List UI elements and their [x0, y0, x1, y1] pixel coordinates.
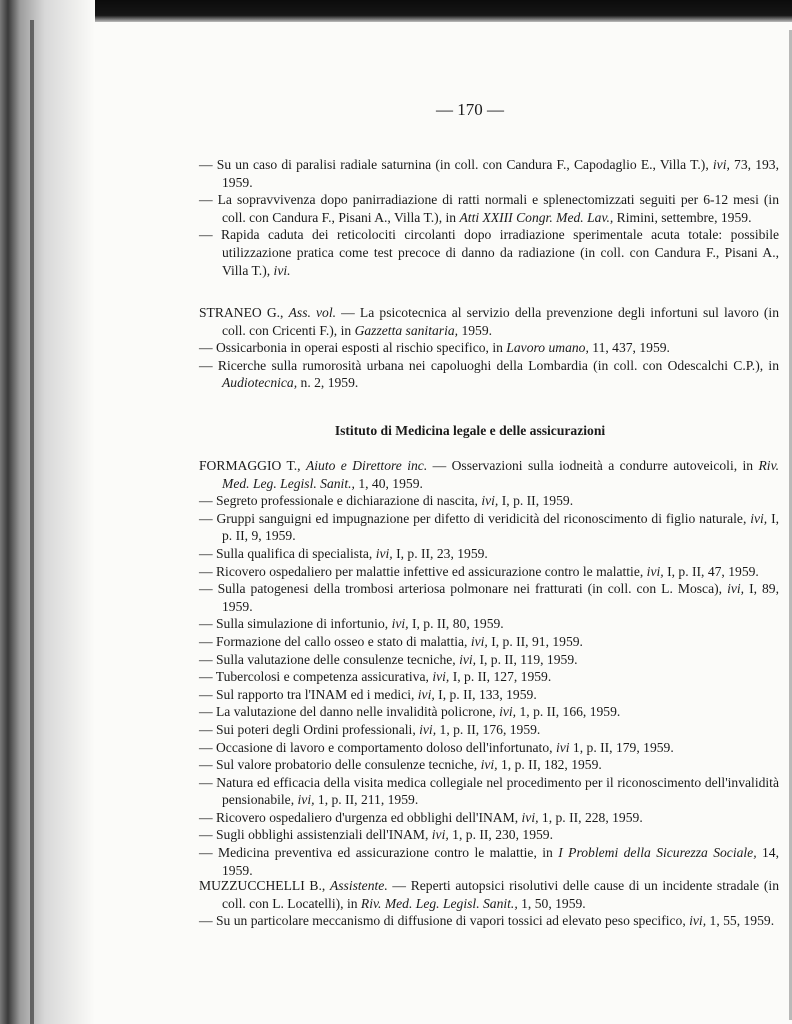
citation-italic-text: ivi,	[375, 545, 393, 561]
bibliography-entry	[199, 226, 779, 279]
bibliography-entry	[199, 912, 779, 930]
citation-text: — La sopravvivenza dopo panirradiazione di ratti normali e splenectomizzati seguiti per 6-12 mesi (in coll. con Candura F., Pisani A., Villa T.), in	[199, 192, 779, 225]
citation-italic-text: Atti XXIII Congr. Med. Lav.,	[459, 209, 614, 225]
bibliography-entry	[199, 721, 779, 739]
citation-text: — Su un particolare meccanismo di diffusione di vapori tossici ad elevato peso specifico,	[199, 913, 690, 929]
bibliography-entry	[199, 774, 779, 809]
citation-text: 11, 437, 1959.	[588, 340, 670, 356]
citation-italic-text: ivi,	[689, 913, 707, 929]
citation-text: — Sulla simulazione di infortunio,	[199, 616, 392, 632]
citation-text: n. 2, 1959.	[297, 375, 359, 391]
citation-text: — Ossicarbonia in operai esposti al rischio specifico, in	[199, 340, 507, 356]
citation-italic-text: ivi,	[727, 581, 745, 597]
citation-italic-text: ivi,	[712, 157, 730, 172]
citation-italic-text: ivi,	[459, 651, 477, 667]
citation-text: 14, 1959.	[222, 845, 779, 878]
citation-italic-text: Audiotecnica,	[222, 375, 298, 391]
citation-text: 1, p. II, 166, 1959.	[516, 704, 621, 720]
page-number: — 170 —	[436, 100, 504, 119]
citation-italic-text: Gazzetta sanitaria,	[354, 322, 459, 338]
citation-text: 1, 40, 1959.	[354, 475, 423, 491]
citation-italic-text: Lavoro umano,	[506, 340, 589, 356]
bibliography-entry	[199, 304, 779, 339]
citation-text: — Sui poteri degli Ordini professionali,	[199, 721, 420, 737]
citation-text: — Sulla qualifica di specialista,	[199, 545, 376, 561]
citation-text: I, p. II, 91, 1959.	[487, 633, 583, 649]
citation-italic-text: ivi,	[391, 616, 409, 632]
bibliography-entry	[199, 357, 779, 392]
citation-italic-text: ivi,	[646, 563, 664, 579]
citation-text: — Rapida caduta dei reticolociti circolanti dopo irradiazione sperimentale acuta totale: possibile utilizzazione pratica come test precoce di danno da radiazione (in coll. con Candura F., Pisani A., Villa T.),	[199, 227, 779, 278]
citation-italic-text: ivi,	[432, 669, 450, 685]
citation-italic-text: ivi,	[470, 633, 488, 649]
bibliography-entry	[199, 686, 779, 704]
citation-text: — Segreto professionale e dichiarazione di nascita,	[199, 493, 482, 509]
citation-italic-text: ivi,	[750, 510, 768, 526]
citation-text: — Sul valore probatorio delle consulenze tecniche,	[199, 757, 481, 773]
bibliography-group-formaggio	[199, 457, 779, 879]
citation-text: I, p. II, 133, 1959.	[434, 686, 537, 702]
citation-text: — La valutazione del danno nelle invalidità policrone,	[199, 704, 500, 720]
citation-italic-text: ivi,	[417, 686, 435, 702]
bibliography-entry	[199, 739, 779, 757]
bibliography-entry	[199, 492, 779, 510]
citation-italic-text: ivi,	[499, 704, 517, 720]
citation-text: 1959.	[458, 322, 493, 338]
bibliography-entry	[199, 545, 779, 563]
citation-italic-text: Riv. Med. Leg. Legisl. Sanit.,	[360, 895, 518, 911]
citation-text: — Ricovero ospedaliero d'urgenza ed obblighi dell'INAM,	[199, 809, 522, 825]
citation-text: — Ricerche sulla rumorosità urbana nei capoluoghi della Lombardia (in coll. con Odescalchi C.P.), in	[199, 357, 779, 373]
citation-text: I, p. II, 119, 1959.	[476, 651, 578, 667]
citation-italic-text: ivi,	[480, 757, 498, 773]
citation-text: 1, p. II, 179, 1959.	[569, 739, 674, 755]
citation-text: 1, p. II, 228, 1959.	[538, 809, 643, 825]
citation-text: — Sugli obblighi assistenziali dell'INAM,	[199, 827, 432, 843]
bibliography-entry	[199, 703, 779, 721]
bibliography-group-muzzucchelli	[199, 877, 779, 930]
citation-text: — Gruppi sanguigni ed impugnazione per difetto di veridicità del riconoscimento di figlio naturale,	[199, 510, 751, 526]
citation-text: 1, 50, 1959.	[517, 895, 586, 911]
citation-italic-text: ivi,	[297, 792, 315, 808]
citation-text: — Ricovero ospedaliero per malattie infettive ed assicurazione contro le malattie,	[199, 563, 647, 579]
citation-italic-text: ivi	[555, 739, 570, 755]
citation-text: 73, 193, 1959.	[222, 157, 779, 190]
citation-text: STRANEO G.,	[199, 305, 289, 320]
bibliography-entry	[199, 633, 779, 651]
citation-text: — Sulla patogenesi della trombosi arteriosa polmonare nei fratturati (in coll. con L. Mosca),	[199, 581, 728, 597]
citation-text: — Su un caso di paralisi radiale saturnina (in coll. con Candura F., Capodaglio E., Villa T.),	[199, 157, 713, 172]
citation-text: I, p. II, 80, 1959.	[408, 616, 504, 632]
citation-text: FORMAGGIO T.,	[199, 458, 306, 473]
bibliography-entry	[199, 457, 779, 492]
bibliography-entry	[199, 756, 779, 774]
citation-text: — Tubercolosi e competenza assicurativa,	[199, 669, 433, 685]
citation-text: I, p. II, 1959.	[498, 493, 574, 509]
bibliography-entry	[199, 668, 779, 686]
bibliography-entry	[199, 877, 779, 912]
bibliography-entry	[199, 809, 779, 827]
bibliography-group-straneo	[199, 304, 779, 392]
citation-text: I, p. II, 47, 1959.	[663, 563, 759, 579]
citation-text: 1, p. II, 176, 1959.	[436, 721, 541, 737]
citation-text: I, p. II, 127, 1959.	[449, 669, 552, 685]
citation-italic-text: ivi,	[431, 827, 449, 843]
citation-text: MUZZUCCHELLI B.,	[199, 878, 330, 893]
section-heading: Istituto di Medicina legale e delle assicurazioni	[334, 423, 606, 438]
citation-italic-text: Aiuto e Direttore inc.	[305, 458, 428, 473]
citation-text: — Reperti autopsici risolutivi delle cause di un incidente stradale (in coll. con L. Locatelli), in	[222, 878, 779, 911]
bibliography-entry	[199, 339, 779, 357]
citation-italic-text: ivi,	[419, 721, 437, 737]
citation-text: I, p. II, 9, 1959.	[222, 510, 779, 544]
citation-text: 1, 55, 1959.	[706, 913, 775, 929]
bibliography-entry	[199, 191, 779, 226]
citation-italic-text: ivi.	[273, 262, 291, 278]
bibliography-entry	[199, 510, 779, 545]
citation-text: I, p. II, 23, 1959.	[392, 545, 488, 561]
citation-text: 1, p. II, 230, 1959.	[448, 827, 553, 843]
bibliography-entry	[199, 615, 779, 633]
bibliography-entry	[199, 156, 779, 191]
citation-text: — Sulla valutazione delle consulenze tecniche,	[199, 651, 460, 667]
bibliography-entry	[199, 826, 779, 844]
citation-italic-text: ivi,	[521, 809, 539, 825]
citation-italic-text: ivi,	[481, 493, 499, 509]
citation-italic-text: Riv. Med. Leg. Legisl. Sanit.,	[222, 458, 779, 491]
scan-top-border	[0, 0, 792, 22]
citation-italic-text: I Problemi della Sicurezza Sociale,	[558, 845, 757, 861]
citation-text: — La psicotecnica al servizio della prevenzione degli infortuni sul lavoro (in coll. con Cricenti F.), in	[222, 305, 779, 338]
bibliography-entry	[199, 563, 779, 581]
citation-text: Rimini, settembre, 1959.	[613, 209, 752, 225]
bibliography-entry	[199, 580, 779, 615]
citation-text: — Occasione di lavoro e comportamento doloso dell'infortunato,	[199, 739, 556, 755]
citation-text: I, 89, 1959.	[222, 581, 780, 614]
citation-text: — Formazione del callo osseo e stato di malattia,	[199, 633, 471, 649]
citation-italic-text: Assistente.	[329, 878, 388, 893]
bibliography-group-continued	[199, 156, 779, 279]
bibliography-entry	[199, 651, 779, 669]
citation-text: 1, p. II, 211, 1959.	[314, 792, 419, 808]
bibliography-entry	[199, 844, 779, 879]
citation-text: — Sul rapporto tra l'INAM ed i medici,	[199, 686, 418, 702]
citation-text: 1, p. II, 182, 1959.	[497, 757, 602, 773]
citation-text: — Medicina preventiva ed assicurazione contro le malattie, in	[199, 845, 559, 861]
scan-binding-shadow	[0, 0, 95, 1024]
citation-text: — Osservazioni sulla iodneità a condurre autoveicoli, in	[427, 458, 759, 473]
scan-binding-line	[30, 20, 34, 1024]
citation-italic-text: Ass. vol.	[288, 305, 337, 320]
citation-text: — Natura ed efficacia della visita medica collegiale nel procedimento per il riconoscimento dell'invalidità pensionabile,	[199, 774, 779, 808]
